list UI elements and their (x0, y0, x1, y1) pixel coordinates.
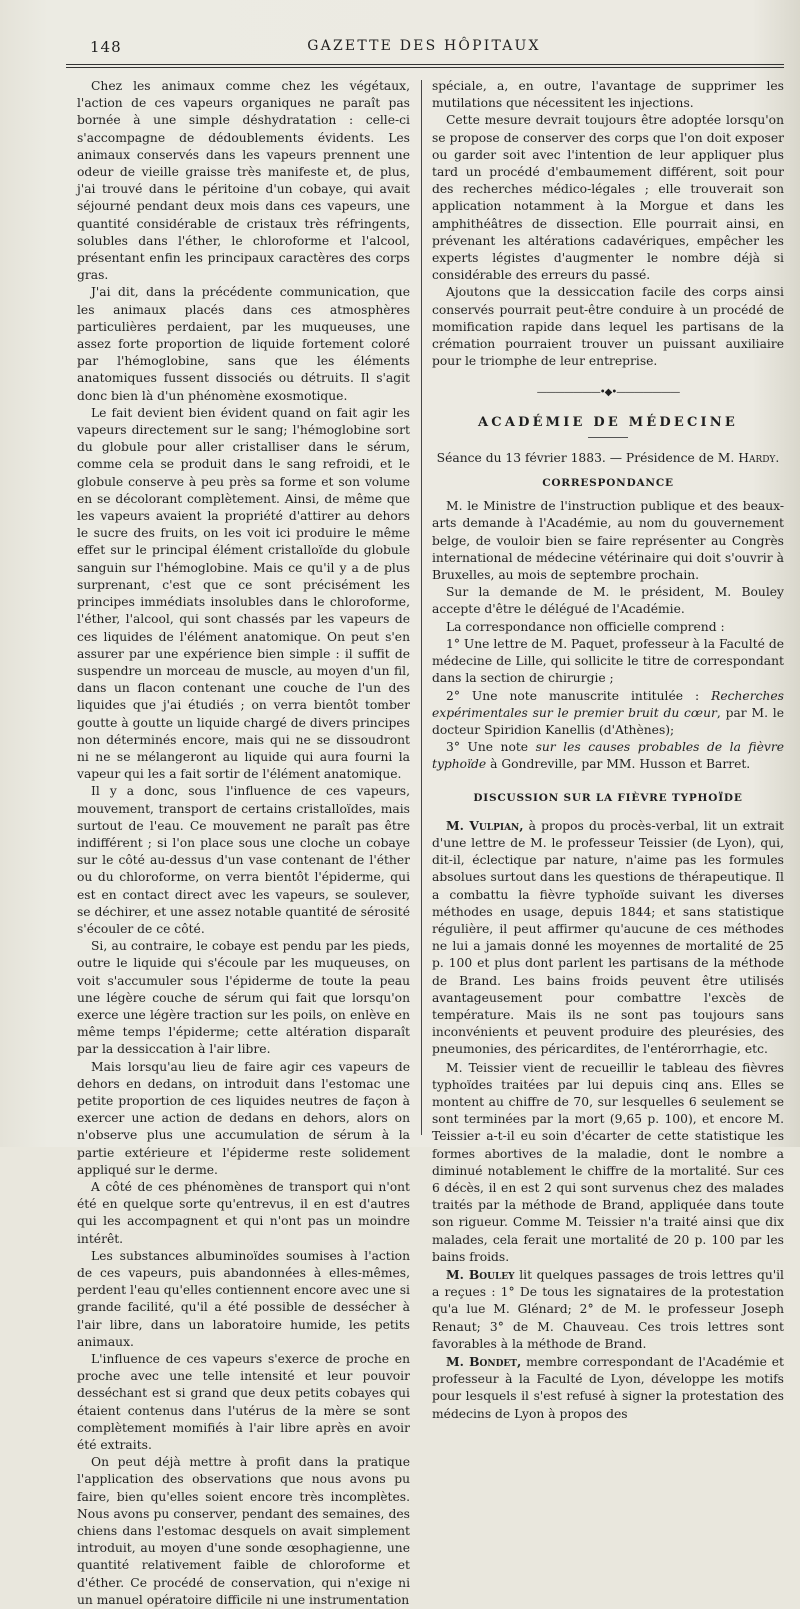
seance-end: . (775, 450, 780, 465)
page-header (66, 38, 782, 60)
separator-ornament: ———————•◆•——————— (536, 387, 680, 399)
paragraph: La correspondance non officielle comprend : (446, 619, 725, 634)
header-rule (66, 64, 784, 68)
paragraph: J'ai dit, dans la précédente communication, que les animaux placés dans ces atmosphères particulières perdaient, par les muqueuses, une assez forte proportion de liquide fortement coloré par l'hémoglobine, sans que les éléments anatomiques fussent dissociés ou détruits. Il s'agit donc bien là d'un phénomène exosmotique. (77, 285, 410, 403)
paragraph (432, 739, 784, 773)
seance-line (432, 450, 784, 467)
item-title: Recherches expérimentales sur le premier bruit du cœur (432, 688, 784, 720)
paragraph: 1° Une lettre de M. Paquet, professeur à la Faculté de médecine de Lille, qui sollicite le titre de correspondant dans la section de chirurgie ; (432, 636, 784, 686)
item-title: sur les causes probables de la fièvre typhoïde (432, 740, 784, 772)
page-number: 148 (90, 38, 122, 56)
paragraph (432, 1266, 784, 1353)
paragraph (432, 1059, 784, 1266)
paragraph: Les substances albuminoïdes soumises à l'action de ces vapeurs, puis abandonnées à elles-mêmes, perdent l'eau qu'elles contiennent encore avec une si grande facilité, qu'il a été possible de dessécher à l'air libre, dans un laboratoire humide, les petits animaux. (77, 1248, 410, 1349)
paragraph: spéciale, a, en outre, l'avantage de supprimer les mutilations que nécessitent les injections. (432, 79, 784, 111)
paragraph: Cette mesure devrait toujours être adoptée lorsqu'on se propose de conserver des corps que l'on doit exposer ou garder soit avec l'intention de leur appliquer plus tard un procédé d'embaumement différent, soit pour des recherches médico-légales ; elle trouverait son application notamment à la Morgue et dans les amphithéâtres de dissection. Elle pourrait ainsi, en prévenant les altérations cadavériques, empêcher les experts légistes d'augmenter le nombre déjà si considérable des erreurs du passé. (432, 113, 784, 283)
paragraph: Sur la demande de M. le président, M. Bouley accepte d'être le délégué de l'Académie. (432, 585, 784, 617)
speaker-name: M. Bouley (446, 1267, 515, 1282)
paragraph: Ajoutons que la dessiccation facile des corps ainsi conservés pourrait peut-être conduire à un procédé de momification rapide dans lequel les partisans de la crémation pourraient trouver un puissant auxiliaire pour le triomphe de leur entreprise. (432, 285, 784, 369)
paragraph-text: membre correspondant de l'Académie et professeur à la Faculté de Lyon, développe les motifs pour lesquels il s'est refusé à signer la protestation des médecins de Lyon à propos des (432, 1355, 784, 1421)
speaker-name: M. Bondet, (446, 1354, 522, 1370)
paragraph (432, 688, 784, 740)
paragraph-text: lit quelques passages de trois lettres qu'il a reçues : 1° De tous les signataires de la protestation qu'a lue M. Glénard; 2° de M. le professeur Joseph Renaut; 3° de M. Chauveau. Ces trois lettres sont favorables à la méthode de Brand. (432, 1268, 784, 1351)
paragraph-text: M. Teissier vient de recueillir le tableau des fièvres typhoïdes traitées par lui depuis cinq ans. Elles se montent au chiffre de 70, sur lesquelles 6 seulement se sont terminées par la mort (9,65 p. 100), et encore M. Teissier a-t-il eu soin d'écarter de cette statistique les formes abortives de la maladie, dont le nombre a diminué notablement le chiffre de la mortalité. Sur ces 6 décès, il en est 2 qui sont survenus chez des malades traités par la méthode de Brand, appliquée dans toute son rigueur. Comme M. Teissier n'a traité ainsi que dix malades, cela ferait une mortalité de 20 p. 100 par les bains froids. (432, 1060, 784, 1264)
paragraph: Si, au contraire, le cobaye est pendu par les pieds, outre le liquide qui s'écoule par les muqueuses, on voit s'accumuler sous l'épiderme de toute la peau une légère couche de sérum qui fait que lorsqu'on exerce une légère traction sur les poils, on enlève en même temps l'épiderme; cette altération disparaît par la dessiccation à l'air libre. (77, 939, 410, 1057)
paragraph: Le fait devient bien évident quand on fait agir les vapeurs directement sur le sang; l'hémoglobine sort du globule pour aller cristalliser dans le sérum, comme cela se produit dans le sang refroidi, et le globule conserve à peu près sa forme et son volume en se décolorant complètement. Ainsi, de même que les vapeurs avaient la propriété d'attirer au dehors le sucre des fruits, on les voit ici produire le même effet sur le principal élément cristalloïde du globule sanguin sur l'hémoglobine. Mais ce qu'il y a de plus surprenant, c'est que ce sont précisément les principes immédiats insolubles dans le chloroforme, l'éther, l'alcool, qui sont chassés par les vapeurs de ces liquides de l'élément anatomique. On peut s'en assurer par une expérience bien simple : il suffit de suspendre un morceau de muscle, au moyen d'un fil, dans un flacon contenant une couche de l'un des liquides que j'ai étudiés ; on verra bientôt tomber goutte à goutte un liquide chargé de divers principes non déterminés encore, mais qui ne se dissoudront ni ne se mélangeront au liquide qui aura fourni la vapeur qui les a fait sortir de l'élément anatomique. (77, 405, 410, 782)
paragraph: Chez les animaux comme chez les végétaux, l'action de ces vapeurs organiques ne paraît pas bornée à une simple déshydratation : celle-ci s'accompagne de dédoublements évidents. Les animaux conservés dans les vapeurs prennent une odeur de vieille graisse très manifeste et, de plus, j'ai trouvé dans le péritoine d'un cobaye, qui avait séjourné pendant deux mois dans ces vapeurs, une quantité considérable de cristaux très réfringents, solubles dans l'éther, le chloroforme et l'alcool, présentant enfin les principaux caractères des corps gras. (77, 79, 410, 283)
paragraph: M. le Ministre de l'instruction publique et des beaux-arts demande à l'Académie, au nom du gouvernement belge, de vouloir bien se faire représenter au Congrès international de médecine vétérinaire qui doit s'ouvrir à Bruxelles, au mois de septembre prochain. (432, 499, 784, 583)
paragraph: On peut déjà mettre à profit dans la pratique l'application des observations que nous avons pu faire, bien qu'elles soient encore très incomplètes. Nous avons pu conserver, pendant des semaines, des chiens dans l'estomac desquels on avait simplement introduit, au moyen d'une sonde œsophagienne, une quantité relativement faible de chloroforme et d'éther. Ce procédé de conservation, qui n'exige ni un manuel opératoire difficile ni une instrumentation (77, 1455, 410, 1607)
left-column (77, 78, 410, 1607)
paragraph (432, 817, 784, 1059)
seance-text: Séance du 13 février 1883. — Présidence de M. (436, 450, 739, 465)
item-text: 3° Une note (446, 740, 536, 755)
paragraph: Mais lorsqu'au lieu de faire agir ces vapeurs de dehors en dedans, on introduit dans l'estomac une petite proportion de ces liquides neutres de façon à exercer une action de dedans en dehors, alors on n'observe plus une accumulation de sérum à la partie extérieure et l'épiderme reste solidement appliqué sur le derme. (77, 1059, 410, 1177)
speaker-name: M. Vulpian, (446, 817, 524, 833)
running-title: GAZETTE DES HÔPITAUX (307, 38, 541, 54)
paragraph: L'influence de ces vapeurs s'exerce de proche en proche avec une telle intensité et leur pouvoir desséchant est si grand que deux petits cobayes qui étaient contenus dans l'utérus de la mère se sont complètement momifiés à l'air libre après en avoir été extraits. (77, 1352, 410, 1453)
president-name: Hardy (738, 450, 776, 465)
item-text: , par M. le docteur Spiridion Kanellis (d'Athènes); (432, 705, 784, 737)
paragraph: Il y a donc, sous l'influence de ces vapeurs, mouvement, transport de certains cristalloïdes, mais surtout de l'eau. Ce mouvement ne paraît pas être indifférent ; si l'on place sous une cloche un cobaye sur le côté au-dessus d'un vase contenant de l'éther ou du chloroforme, on verra bientôt l'épiderme, qui est en contact direct avec les vapeurs, se soulever, se déchirer, et une assez notable quantité de sérosité s'écouler de ce côté. (77, 784, 410, 936)
paragraph-text: à propos du procès-verbal, lit un extrait d'une lettre de M. le professeur Teissier (de Lyon), qui, dit-il, éclectique par nature, n'aime pas les formules absolues surtout dans les questions de thérapeutique. Il a combattu la fièvre typhoïde suivant les diverses méthodes en usage, depuis 1844; et sans statistique régulière, il peut affirmer qu'aucune de ces méthodes ne lui a jamais donné les moyennes de mortalité de 25 p. 100 et plus dont parlent les partisans de la méthode de Brand. Les bains froids peuvent être utilisés avantageusement pour combattre l'excès de température. Mais ils ne sont pas toujours sans inconvénients et peuvent produire des pleurésies, des pneumonies, des péricardites, de l'entérorrhagie, etc. (432, 818, 784, 1057)
right-column (432, 78, 784, 1421)
paragraph (432, 1353, 784, 1423)
discussion-heading: DISCUSSION SUR LA FIÈVRE TYPHOÏDE (473, 791, 743, 804)
item-text: à Gondreville, par MM. Husson et Barret. (486, 757, 751, 772)
item-text: 2° Une note manuscrite intitulée : (446, 688, 712, 703)
correspondance-heading: CORRESPONDANCE (542, 477, 674, 490)
paragraph: A côté de ces phénomènes de transport qui n'ont été en quelque sorte qu'entrevus, il en est d'autres qui les accompagnent et qui n'ont pas un moindre intérêt. (77, 1180, 410, 1246)
column-divider (421, 80, 422, 1135)
short-rule (588, 437, 628, 438)
section-title: ACADÉMIE DE MÉDECINE (477, 414, 738, 430)
